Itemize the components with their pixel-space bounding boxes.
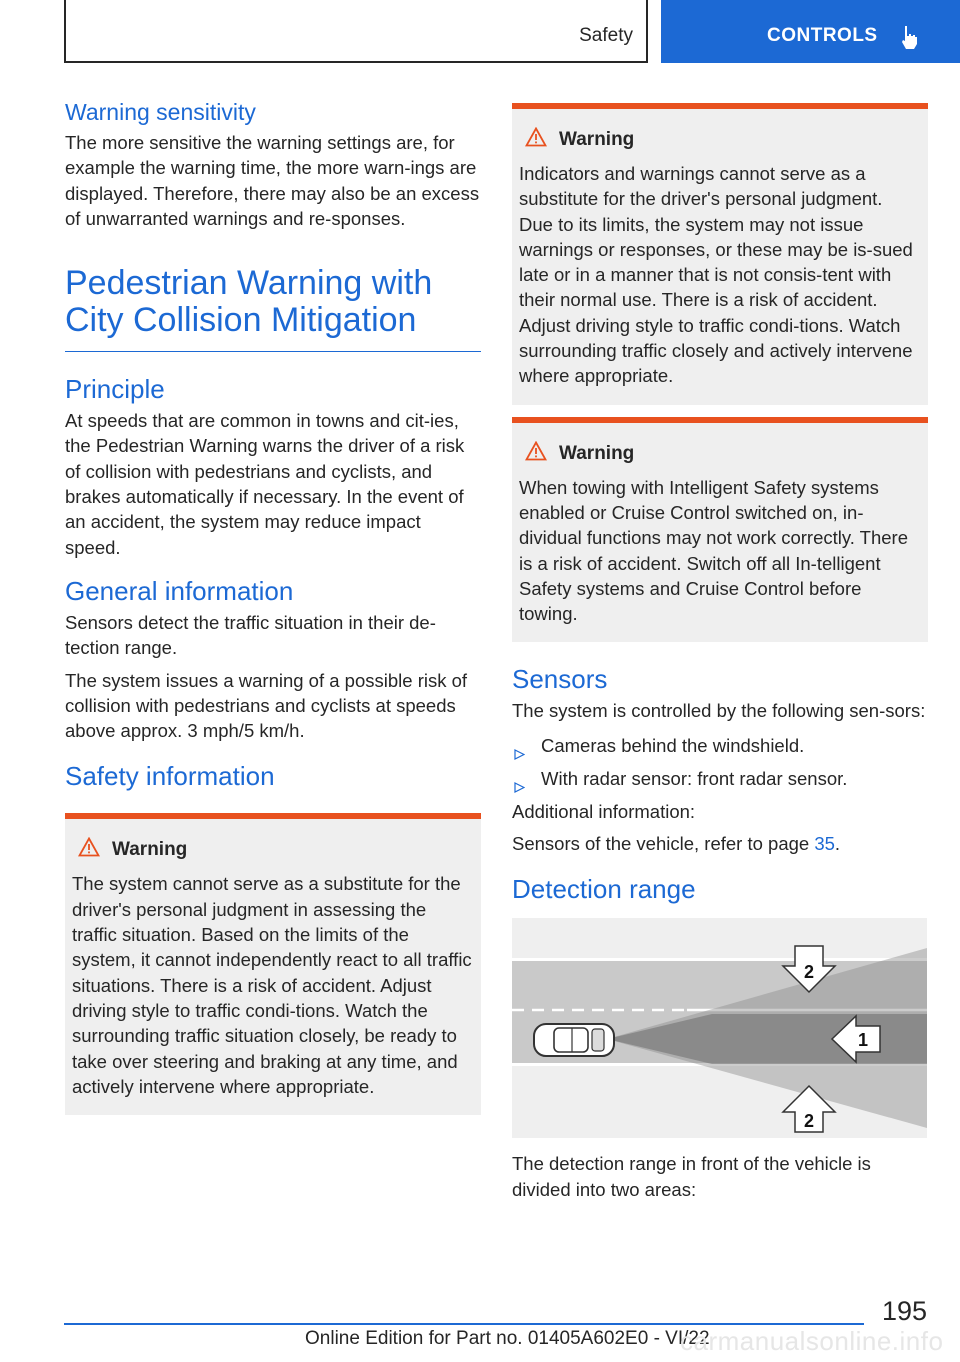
warning-triangle-icon (78, 837, 100, 863)
header-chapter-box (661, 0, 960, 63)
warning-title: Warning (559, 129, 635, 150)
warning-title: Warning (112, 839, 188, 861)
footer-edition: Online Edition for Part no. 01405A602E0 - VI/22 (305, 1328, 710, 1349)
sensors-heading: Sensors (512, 664, 608, 695)
left-column (65, 98, 481, 1115)
warning-sensitivity-heading: Warning sensitivity (65, 99, 256, 125)
warning-text: When towing with Intelligent Safety systems enabled or Cruise Control switched on, in‐dividual functions may not work correctly. There is a risk of accident. Switch off all In‐telligent Safety systems and Cruise Control before towing. (519, 476, 909, 625)
list-item (512, 733, 928, 758)
page-link[interactable]: 35 (814, 833, 835, 855)
list-item-text: Cameras behind the windshield. (541, 734, 805, 756)
detection-range-diagram (512, 918, 927, 1138)
watermark: carmanualsonline.info (680, 1326, 944, 1356)
warning-triangle-icon (525, 441, 547, 467)
bullet-triangle-icon (514, 774, 525, 799)
warning-text: The system cannot serve as a substitute for the driver's personal judgment in assessing the traffic situation. Based on the limits of the system, it cannot independently react to all traffic situations. There is a risk of accident. Adjust driving style to traffic condi‐tions. Watch the surrounding traffic situation closely, be ready to take over steering and braking at any time, and actively intervene where appropriate. (72, 873, 472, 1097)
safety-warning-box (65, 813, 481, 1115)
additional-information-label: Additional information: (512, 800, 696, 822)
bullet-triangle-icon (514, 741, 525, 766)
general-information-text-1: Sensors detect the traffic situation in their de‐tection range. (65, 611, 436, 659)
detection-range-illustration (512, 918, 927, 1138)
safety-information-heading: Safety information (65, 761, 275, 792)
list-item-text: With radar sensor: front radar sensor. (541, 767, 848, 789)
list-item (512, 766, 928, 791)
sensors-intro: The system is controlled by the following sen‐sors: (512, 700, 926, 722)
warning-box-2 (512, 417, 928, 643)
label-2-bottom: 2 (803, 1111, 815, 1132)
right-column (512, 103, 928, 1202)
warning-sensitivity-text: The more sensitive the warning settings are, for example the warning time, the more warn‐ings are displayed. Therefore, there may also be an excess of unwarranted warnings and re‐sponses. (65, 132, 480, 229)
page-number: 195 (881, 1296, 927, 1326)
header-section-box (64, 0, 648, 63)
header-section-title: Safety (579, 25, 633, 46)
general-information-text-2: The system issues a warning of a possible risk of collision with pedestrians and cyclists at speeds above approx. 3 mph/5 km/h. (65, 669, 468, 742)
detection-range-heading: Detection range (512, 874, 696, 905)
warning-box-1 (512, 103, 928, 405)
warning-text: Indicators and warnings cannot serve as a substitute for the driver's personal judgment. Due to its limits, the system may not issue warnings or responses, or these may be is‐sued late or in a manner that is not consis‐tent with their normal use. There is a risk of accident. Adjust driving style to traffic condi‐tions. Watch surrounding traffic closely and actively intervene where appropriate. (519, 163, 913, 387)
section-title: Pedestrian Warning with City Collision Mitigation (65, 265, 481, 352)
vehicle-icon (534, 1024, 614, 1056)
principle-text: At speeds that are common in towns and cit‐ies, the Pedestrian Warning warns the driver of a risk of collision with pedestrians and cyclists, and brakes automatically if necessary. In the event of an accident, the system may reduce impact speed. (65, 410, 465, 558)
label-2-top: 2 (803, 962, 815, 983)
general-information-heading: General information (65, 575, 294, 606)
sensors-list (512, 733, 928, 791)
warning-triangle-icon (525, 127, 547, 153)
pointing-hand-icon (899, 24, 921, 55)
footer-rule (64, 1323, 864, 1325)
detection-range-caption: The detection range in front of the vehicle is divided into two areas: (512, 1153, 871, 1200)
warning-title: Warning (559, 442, 635, 464)
header-chapter-title: CONTROLS (767, 25, 878, 46)
label-1: 1 (857, 1030, 869, 1051)
page-reference: Sensors of the vehicle, refer to page 35. (512, 833, 841, 855)
road-edge-top (512, 958, 927, 961)
principle-heading: Principle (65, 374, 165, 405)
